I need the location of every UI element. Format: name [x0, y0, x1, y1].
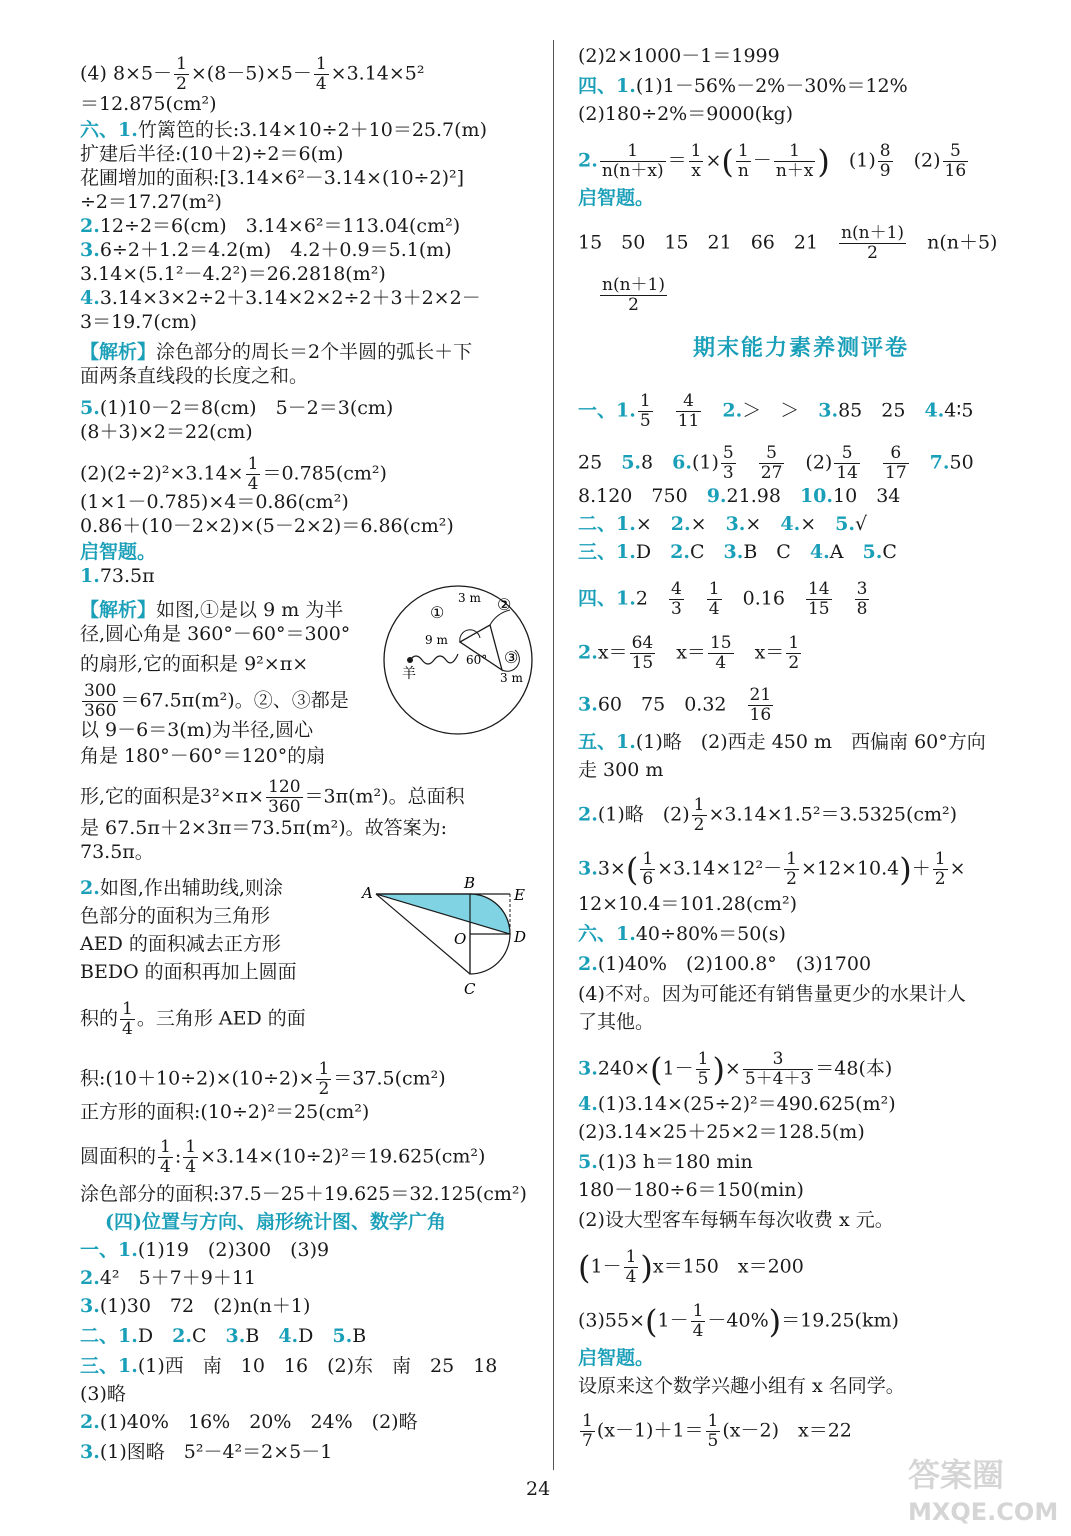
line: 2. $\frac{1}{n(n+x)}$ ＝ $\frac{1}{x}$ ×( $\frac{1}{n}$ － $\frac{1}{n+x}$ ) (1) $\frac{8}{9}$ (2) $\frac{5}{16}$ — [578, 141, 967, 181]
line: 六、1.竹篱笆的长:3.14×10÷2＋10＝25.7(m) — [80, 119, 487, 141]
line: 设原来这个数学兴趣小组有 x 名同学。 — [578, 1375, 905, 1397]
line: 【解析】涂色部分的周长＝2个半圆的弧长＋下 — [80, 341, 473, 363]
line: 15 50 15 21 66 21 $\frac{n(n+1)}{2}$ n(n＋5) — [578, 223, 998, 263]
line: BEDO 的面积再加上圆面 — [80, 961, 297, 983]
line: $\frac{n(n+1)}{2}$ — [602, 275, 665, 315]
line: (2)3.14×25＋25×2＝128.5(m) — [578, 1121, 865, 1143]
line: 1.73.5π — [80, 565, 155, 587]
line: 面两条直线段的长度之和。 — [80, 365, 309, 387]
line: 2.(1)略 (2) $\frac{1}{2}$ ×3.14×1.5²＝3.5325(cm²) — [578, 795, 958, 835]
line: (3)略 — [80, 1383, 126, 1405]
line: 走 300 m — [578, 759, 664, 781]
line: (2)180÷2%＝9000(kg) — [578, 103, 794, 125]
line: $\frac{300}{360}$ ＝67.5π(m²)。②、③都是 — [84, 681, 349, 721]
line: 一、1.(1)19 (2)300 (3)9 — [80, 1239, 330, 1261]
line: 3.6÷2＋1.2＝4.2(m) 4.2＋0.9＝5.1(m) — [80, 239, 452, 261]
line: 正方形的面积:(10÷2)²＝25(cm²) — [80, 1101, 370, 1123]
svg-text:答案圈: 答案圈 — [908, 1456, 1005, 1494]
line: (3)55×(1－ $\frac{1}{4}$ －40%)＝19.25(km) — [578, 1301, 899, 1341]
fig1-label: ③ — [504, 648, 519, 667]
section-heading: 启智题。 — [80, 541, 157, 563]
fig1-label: ② — [497, 595, 512, 614]
line: 2.(1)40% 16% 20% 24% (2)略 — [80, 1411, 418, 1433]
line: 5.(1)10－2＝8(cm) 5－2＝3(cm) — [80, 397, 394, 419]
line: 2.x＝ $\frac{64}{15}$ x＝ $\frac{15}{4}$ x＝ $\frac{1}{2}$ — [578, 633, 800, 673]
line: (1－ $\frac{1}{4}$ )x＝150 x＝200 — [578, 1247, 804, 1287]
line: 0.86＋(10－2×2)×(5－2×2)＝6.86(cm²) — [80, 515, 454, 537]
line: 5.(1)3 h＝180 min — [578, 1151, 753, 1173]
fig2-label: O — [454, 930, 467, 948]
line: 2.如图,作出辅助线,则涂 — [80, 877, 283, 899]
fig1-label: ① — [430, 603, 445, 622]
fig2-label: D — [514, 928, 527, 946]
column-divider — [553, 40, 554, 1470]
line: 3.14×(5.1²－4.2²)＝26.2818(m²) — [80, 263, 386, 285]
line: (4)不对。因为可能还有销售量更少的水果计人 — [578, 983, 966, 1005]
line: 圆面积的 $\frac{1}{4}$ : $\frac{1}{4}$ ×3.14×(10÷2)²＝19.625(cm²) — [80, 1137, 486, 1177]
line: 涂色部分的面积:37.5－25＋19.625＝32.125(cm²) — [80, 1183, 527, 1205]
fig2-label: C — [464, 980, 476, 998]
figure-sheep-circle — [380, 580, 538, 740]
line: 3＝19.7(cm) — [80, 311, 197, 333]
line: (8＋3)×2＝22(cm) — [80, 421, 253, 443]
line: 径,圆心角是 360°－60°＝300° — [80, 623, 351, 645]
fig1-label: 9 m — [425, 633, 448, 647]
line: 73.5π。 — [80, 841, 154, 863]
line: 25 5.8 6.(1) $\frac{5}{3}$ $\frac{5}{27}$ (2) $\frac{5}{14}$ $\frac{6}{17}$ 7.50 — [578, 443, 974, 483]
line: 四、1.2 $\frac{4}{3}$ $\frac{1}{4}$ 0.16 $\frac{14}{15}$ $\frac{3}{8}$ — [578, 579, 868, 619]
line: 花圃增加的面积:[3.14×6²－3.14×(10÷2)²] — [80, 167, 465, 189]
line: (2)(2÷2)²×3.14× $\frac{1}{4}$ ＝0.785(cm²) — [80, 454, 387, 494]
page-number: 24 — [526, 1478, 551, 1500]
line: (2)2×1000－1＝1999 — [578, 45, 780, 67]
line: AED 的面积减去正方形 — [80, 933, 281, 955]
line: 一、1. $\frac{1}{5}$ $\frac{4}{11}$ 2.＞ ＞ 3.85 25 4.4∶5 — [578, 391, 974, 431]
line: 3.60 75 0.32 $\frac{21}{16}$ — [578, 685, 772, 725]
fig1-label: 羊 — [402, 666, 416, 682]
fig2-label: B — [464, 874, 476, 892]
line: ＝12.875(cm²) — [80, 93, 217, 115]
line: 3.3×( $\frac{1}{6}$ ×3.14×12²－ $\frac{1}{2}$ ×12×10.4)＋ $\frac{1}{2}$ × — [578, 849, 966, 889]
line: 是 67.5π＋2×3π＝73.5π(m²)。故答案为: — [80, 817, 448, 839]
fig1-label: 60° — [466, 653, 488, 667]
section-heading: (四)位置与方向、扇形统计图、数学广角 — [105, 1211, 446, 1233]
section-title: 期末能力素养测评卷 — [693, 335, 910, 361]
line: 3.(1)30 72 (2)n(n＋1) — [80, 1295, 311, 1317]
line: 积:(10＋10÷2)×(10÷2)× $\frac{1}{2}$ ＝37.5(cm²) — [80, 1059, 446, 1099]
line: (1×1－0.785)×4＝0.86(cm²) — [80, 491, 349, 513]
line: 12×10.4＝101.28(cm²) — [578, 893, 797, 915]
line: 形,它的面积是3²×π× $\frac{120}{360}$ ＝3π(m²)。总面积 — [80, 777, 465, 817]
fig2-label: A — [362, 884, 373, 902]
line: ÷2＝17.27(m²) — [80, 191, 222, 213]
line: 二、1.D 2.C 3.B 4.D 5.B — [80, 1325, 367, 1347]
line: 以 9－6＝3(m)为半径,圆心 — [80, 719, 314, 741]
line: 180－180÷6＝150(min) — [578, 1179, 804, 1201]
line: 8.120 750 9.21.98 10.10 34 — [578, 485, 901, 507]
fig1-label: 3 m — [458, 591, 481, 605]
line: 色部分的面积为三角形 — [80, 905, 271, 927]
line: $\frac{1}{7}$ (x－1)＋1＝ $\frac{1}{5}$ (x－2) x＝22 — [582, 1411, 852, 1451]
section-heading: 启智题。 — [578, 1347, 655, 1369]
section-heading: 启智题。 — [578, 187, 655, 209]
line: 2.4² 5＋7＋9＋11 — [80, 1267, 256, 1289]
line: 的扇形,它的面积是 9²×π× — [80, 653, 309, 675]
line: 六、1.40÷80%＝50(s) — [578, 923, 786, 945]
line: 2.(1)40% (2)100.8° (3)1700 — [578, 953, 872, 975]
line: 4.(1)3.14×(25÷2)²＝490.625(m²) — [578, 1093, 896, 1115]
svg-text:MXQE.COM: MXQE.COM — [908, 1498, 1059, 1526]
line: 【解析】如图,①是以 9 m 为半 — [80, 599, 344, 621]
line: (4) 8×5－ $\frac{1}{2}$ ×(8－5)×5－ $\frac{1}{4}$ ×3.14×5² — [80, 54, 425, 94]
line: 扩建后半径:(10＋2)÷2＝6(m) — [80, 143, 344, 165]
line: 四、1.(1)1－56%－2%－30%＝12% — [578, 75, 908, 97]
fig1-label: 3 m — [500, 671, 523, 685]
figure-triangle-square — [358, 870, 538, 1000]
line: (2)设大型客车每辆车每次收费 x 元。 — [578, 1209, 894, 1231]
fig2-label: E — [514, 886, 525, 904]
line: 五、1.(1)略 (2)西走 450 m 西偏南 60°方向 — [578, 731, 986, 753]
line: 3.240×(1－ $\frac{1}{5}$ )× $\frac{3}{5+4+3}$ ＝48(本) — [578, 1049, 893, 1089]
line: 4.3.14×3×2÷2＋3.14×2×2÷2＋3＋2×2－ — [80, 287, 481, 309]
line: 2.12÷2＝6(cm) 3.14×6²＝113.04(cm²) — [80, 215, 461, 237]
line: 3.(1)图略 5²－4²＝2×5－1 — [80, 1441, 333, 1463]
watermark-logo — [900, 1450, 1060, 1530]
line: 了其他。 — [578, 1011, 655, 1033]
line: 角是 180°－60°＝120°的扇 — [80, 745, 326, 767]
line: 三、1.D 2.C 3.B C 4.A 5.C — [578, 541, 897, 563]
line: 二、1.× 2.× 3.× 4.× 5.√ — [578, 513, 868, 535]
line: 积的 $\frac{1}{4}$ 。三角形 AED 的面 — [80, 999, 306, 1039]
line: 三、1.(1)西 南 10 16 (2)东 南 25 18 — [80, 1355, 498, 1377]
